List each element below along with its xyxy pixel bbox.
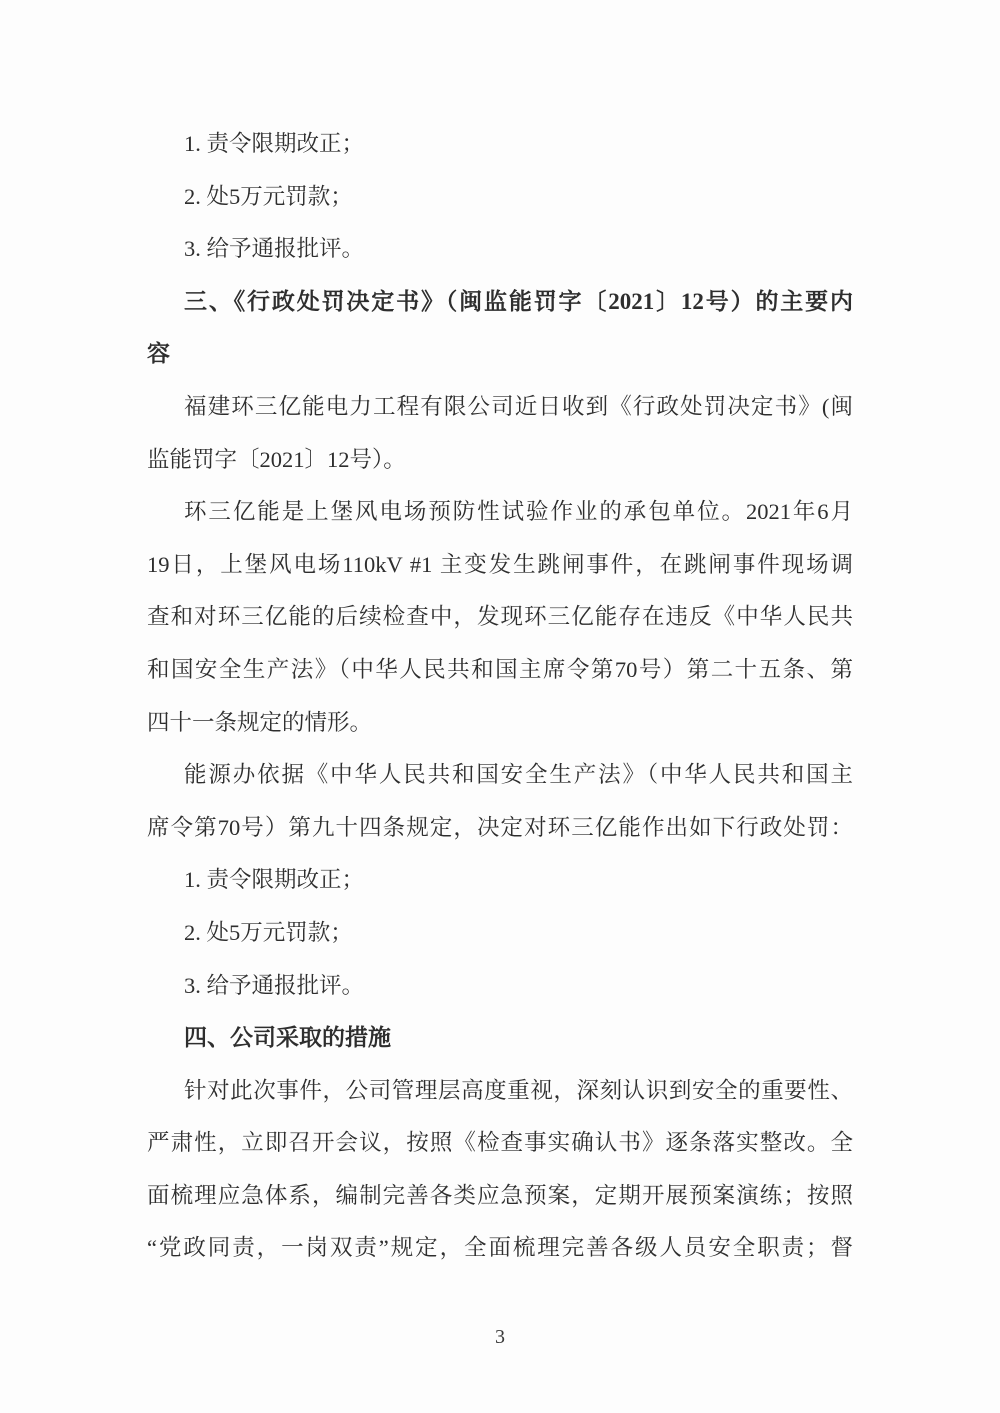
text-line: 3. 给予通报批评。 (184, 972, 365, 998)
text-line: 三、《行政处罚决定书》（闽监能罚字〔2021〕12号）的主要内 (184, 288, 853, 314)
text-line: 福建环三亿能电力工程有限公司近日收到《行政处罚决定书》(闽 (184, 393, 853, 419)
text-line: 针对此次事件，公司管理层高度重视，深刻认识到安全的重要性、 (184, 1077, 853, 1103)
text-line: 2. 处5万元罚款； (184, 919, 353, 945)
text-line: 2. 处5万元罚款； (184, 183, 353, 209)
text-line: 1. 责令限期改正； (184, 867, 365, 893)
text-line: 能源办依据《中华人民共和国安全生产法》（中华人民共和国主 (184, 762, 853, 788)
text-line: 监能罚字〔2021〕12号）。 (147, 446, 406, 472)
text-lines (147, 118, 853, 1275)
text-line: 环三亿能是上堡风电场预防性试验作业的承包单位。2021年6月 (184, 499, 853, 525)
text-line: “党政同责，一岗双责”规定，全面梳理完善各级人员安全职责；督 (147, 1235, 853, 1261)
page-number: 3 (495, 1326, 505, 1348)
text-line: 和国安全生产法》（中华人民共和国主席令第70号）第二十五条、第 (147, 656, 853, 682)
text-line: 四十一条规定的情形。 (147, 709, 373, 735)
text-line: 19日，上堡风电场110kV #1 主变发生跳闸事件，在跳闸事件现场调 (147, 551, 853, 577)
text-line: 严肃性，立即召开会议，按照《检查事实确认书》逐条落实整改。全 (147, 1130, 853, 1156)
text-line: 1. 责令限期改正； (184, 131, 365, 156)
text-line: 容 (147, 341, 170, 367)
text-line: 3. 给予通报批评。 (184, 236, 365, 262)
text-line: 查和对环三亿能的后续检查中，发现环三亿能存在违反《中华人民共 (147, 604, 853, 630)
text-line: 四、公司采取的措施 (184, 1025, 391, 1051)
text-line: 面梳理应急体系，编制完善各类应急预案，定期开展预案演练；按照 (147, 1182, 853, 1208)
text-line: 席令第70号）第九十四条规定，决定对环三亿能作出如下行政处罚： (147, 814, 853, 840)
